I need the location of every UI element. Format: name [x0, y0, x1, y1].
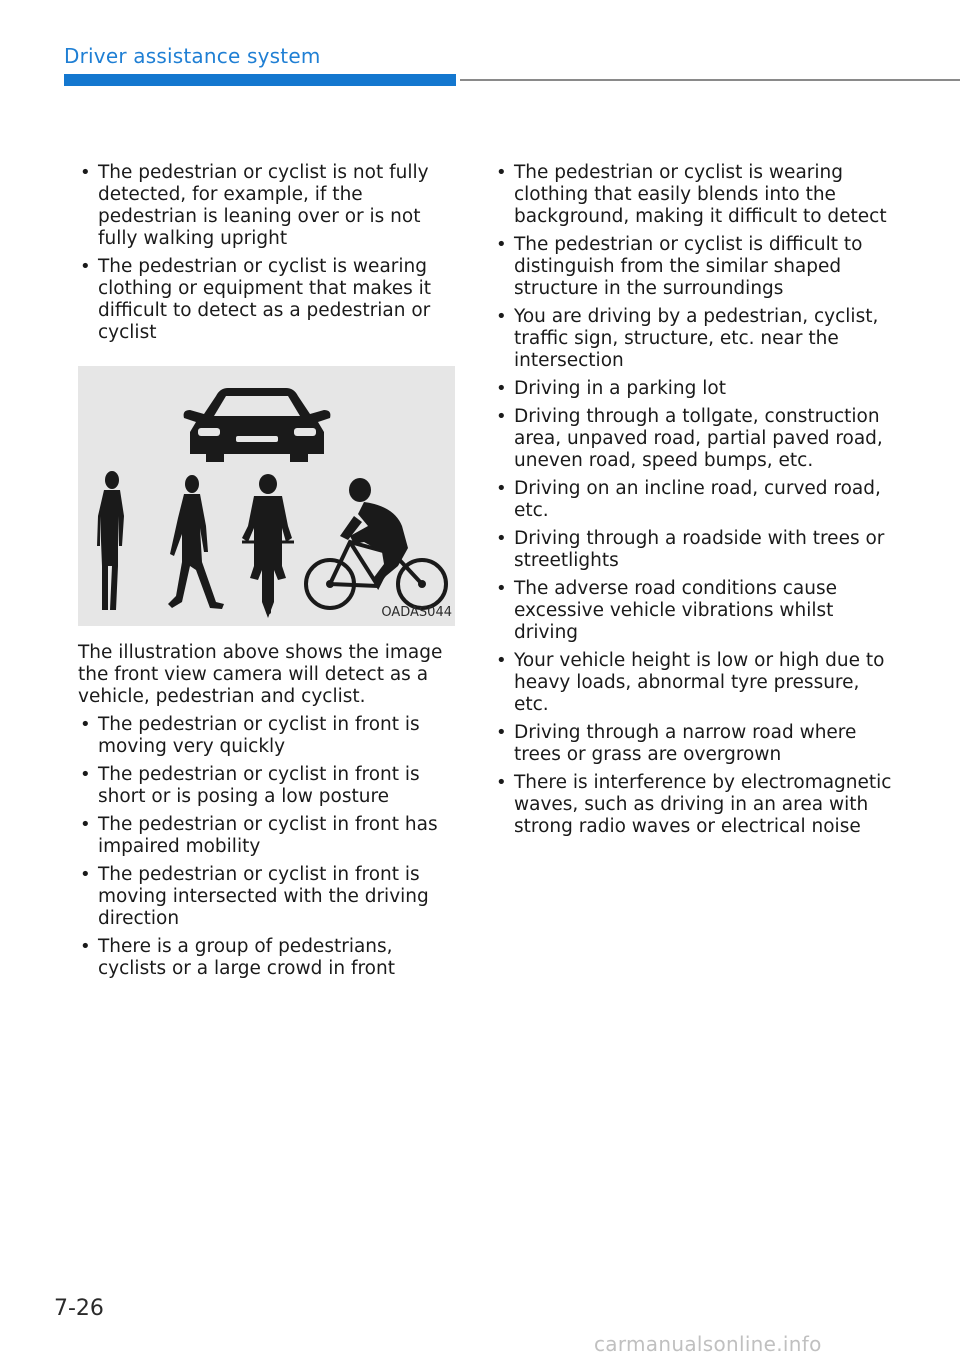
standing-pedestrian-icon — [97, 471, 124, 610]
list-item: • Driving through a narrow road where trees or grass are overgrown — [496, 722, 857, 765]
walking-pedestrian-icon — [168, 475, 224, 609]
list-item: • You are driving by a pedestrian, cyclist, traffic sign, structure, etc. near the intersection — [496, 306, 879, 371]
list-item: • The pedestrian or cyclist in front is moving intersected with the driving direction — [80, 864, 429, 929]
front-cyclist-icon — [242, 474, 294, 618]
figure-code: OADAS044 — [381, 605, 452, 620]
illustration-graphic — [78, 366, 455, 626]
car-icon — [184, 388, 331, 462]
section-title: Driver assistance system — [64, 44, 321, 68]
header-accent-bar — [64, 74, 456, 86]
watermark-link[interactable]: carmanualsonline.info — [594, 1332, 822, 1356]
list-item: • Driving in a parking lot — [496, 378, 726, 399]
list-item: • The pedestrian or cyclist is wearing clothing or equipment that makes it difficult to detect as a pedestrian or cyclist — [80, 256, 432, 343]
bullet-list-top — [78, 162, 458, 344]
list-item: • Driving through a tollgate, construction area, unpaved road, partial paved road, uneven road, speed bumps, etc. — [496, 406, 883, 471]
header-rule — [460, 79, 960, 81]
list-item: • There is a group of pedestrians, cyclists or a large crowd in front — [80, 936, 395, 979]
page-number: 7-26 — [54, 1296, 104, 1321]
list-item: • The pedestrian or cyclist is difficult to distinguish from the similar shaped structure in the surroundings — [496, 234, 863, 299]
bullet-list-bottom — [78, 714, 458, 980]
figure-caption-paragraph: The illustration above shows the image the front view camera will detect as a vehicle, pedestrian and cyclist. — [78, 642, 443, 707]
list-item: • The pedestrian or cyclist is wearing clothing that easily blends into the background, making it difficult to detect — [496, 162, 887, 227]
bullet-list-right — [494, 162, 894, 838]
side-cyclist-icon — [306, 478, 446, 608]
list-item: • The pedestrian or cyclist in front is short or is posing a low posture — [80, 764, 420, 807]
list-item: • Driving on an incline road, curved road, etc. — [496, 478, 881, 521]
list-item: • There is interference by electromagnetic waves, such as driving in an area with strong radio waves or electrical noise — [496, 772, 892, 837]
right-column — [494, 162, 894, 844]
detection-illustration — [78, 366, 455, 626]
list-item: • Your vehicle height is low or high due to heavy loads, abnormal tyre pressure, etc. — [496, 650, 885, 715]
list-item: • The pedestrian or cyclist in front is moving very quickly — [80, 714, 420, 757]
left-column — [78, 162, 458, 986]
list-item: • The pedestrian or cyclist in front has impaired mobility — [80, 814, 438, 857]
list-item: • Driving through a roadside with trees or streetlights — [496, 528, 885, 571]
list-item: • The pedestrian or cyclist is not fully detected, for example, if the pedestrian is leaning over or is not fully walking upright — [80, 162, 429, 249]
list-item: • The adverse road conditions cause excessive vehicle vibrations whilst driving — [496, 578, 837, 643]
